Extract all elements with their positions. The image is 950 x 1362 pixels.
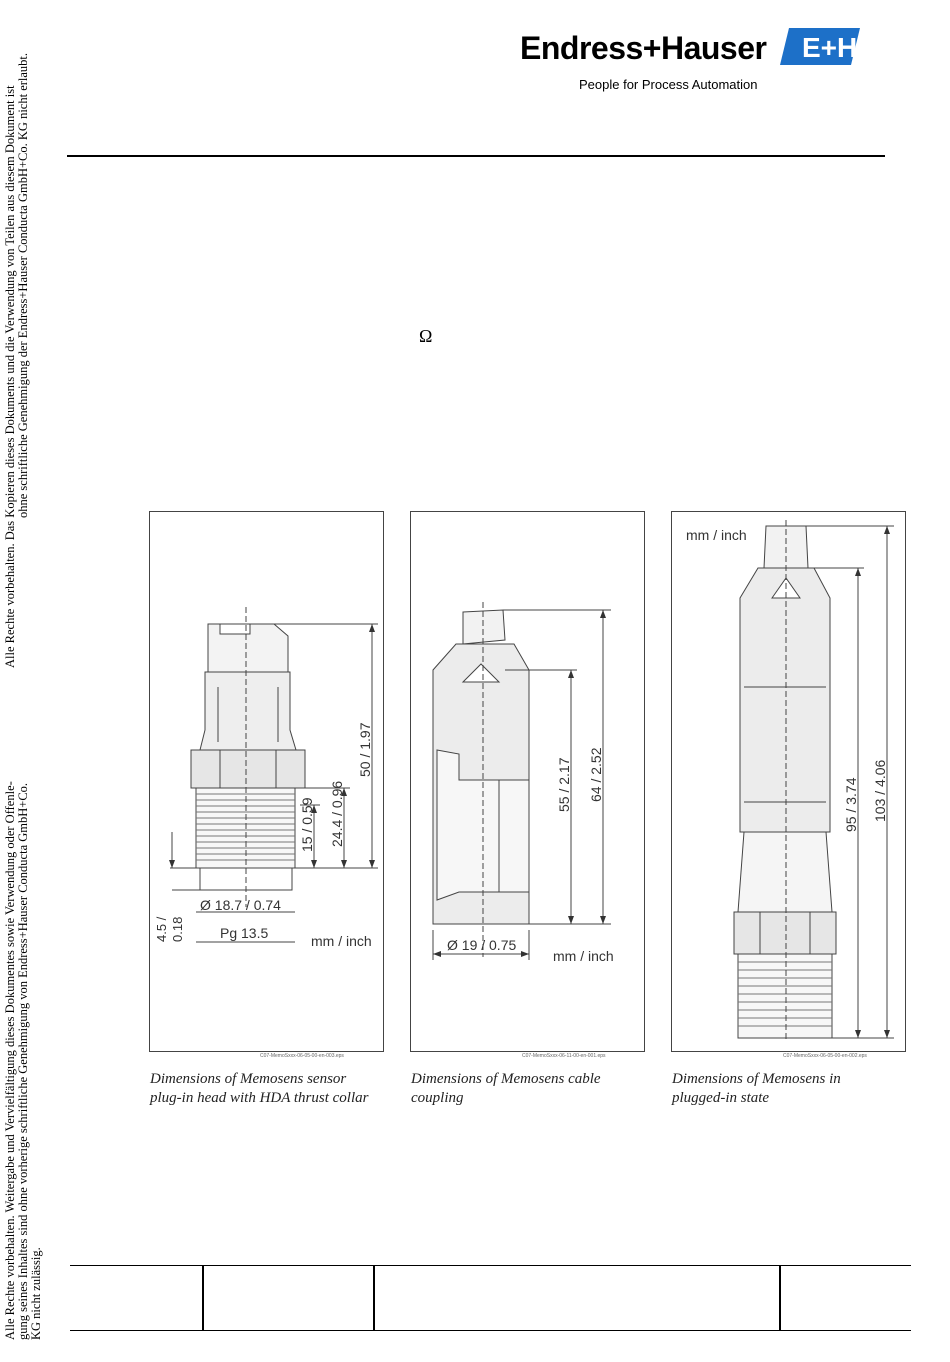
caption-cable-coupling bbox=[411, 1070, 601, 1108]
caption-plugged-line2: plugged-in state bbox=[672, 1090, 770, 1106]
brand-name: Endress+Hauser bbox=[520, 30, 767, 66]
brand-mark-text: E+H bbox=[802, 32, 858, 63]
margin-note-bottom bbox=[4, 781, 43, 1340]
margin-note-top bbox=[4, 53, 30, 668]
plugged-dim-outer: 103 / 4.06 bbox=[872, 759, 888, 822]
coupling-dim-outer: 64 / 2.52 bbox=[588, 747, 604, 802]
caption-sensor-line2: plug-in head with HDA thrust collar bbox=[150, 1090, 369, 1106]
footer-cell-divider-3 bbox=[779, 1266, 781, 1330]
margin-note-bottom-line3: KG nicht zulässig. bbox=[29, 1247, 43, 1340]
sensor-file-ref: C07-MemoSxxx-06-05-00-en-003.eps bbox=[260, 1053, 344, 1059]
sensor-dim-small-a: 4.5 / bbox=[154, 916, 169, 942]
plugged-units: mm / inch bbox=[686, 527, 747, 543]
coupling-units: mm / inch bbox=[553, 948, 614, 964]
footer-cell-divider-2 bbox=[373, 1266, 375, 1330]
sensor-dim-diameter: Ø 18.7 / 0.74 bbox=[200, 897, 281, 913]
footer-cell-divider-1 bbox=[202, 1266, 204, 1330]
sensor-dim-small-b: 0.18 bbox=[170, 916, 185, 942]
caption-plugged-line1: Dimensions of Memosens in bbox=[672, 1071, 841, 1087]
coupling-file-ref: C07-MemoSxxx-06-11-00-en-001.eps bbox=[522, 1053, 606, 1059]
header-divider bbox=[67, 155, 885, 157]
plugged-in-drawing bbox=[672, 512, 905, 1051]
plugged-dim-inner: 95 / 3.74 bbox=[843, 777, 859, 832]
sensor-dim-thread-len: 24.4 / 0.96 bbox=[329, 780, 345, 847]
brand-tagline: People for Process Automation bbox=[579, 77, 758, 92]
sensor-dim-thread-part: 15 / 0.59 bbox=[299, 797, 315, 852]
sensor-head-drawing bbox=[150, 512, 383, 1051]
margin-note-bottom-line2: gung seines Inhaltes sind ohne vorherige schriftliche Genehmigung von Endress+Hauser Conducta GmbH+Co. bbox=[16, 782, 30, 1340]
sensor-dim-pg: Pg 13.5 bbox=[220, 925, 269, 941]
coupling-dim-diameter: Ø 19 / 0.75 bbox=[447, 937, 517, 953]
margin-note-top-line1: Alle Rechte vorbehalten. Das Kopieren dieses Dokuments und die Verwendung von Teilen aus diesem Dokument ist bbox=[3, 85, 17, 668]
brand-mark bbox=[780, 28, 860, 65]
figure-sensor-head bbox=[149, 511, 384, 1052]
plugged-file-ref: C07-MemoSxxx-06-05-00-en-002.eps bbox=[783, 1053, 867, 1059]
coupling-dim-inner: 55 / 2.17 bbox=[556, 757, 572, 812]
sensor-dim-height: 50 / 1.97 bbox=[357, 722, 373, 777]
margin-note-top-line2: ohne schriftliche Genehmigung der Endress+Hauser Conducta GmbH+Co. KG nicht erlaubt. bbox=[16, 52, 30, 518]
cable-coupling-drawing bbox=[411, 512, 644, 1051]
omega-symbol: Ω bbox=[419, 326, 433, 346]
caption-coupling-line2: coupling bbox=[411, 1090, 464, 1106]
eh-logo-icon bbox=[780, 28, 860, 65]
footer-table bbox=[70, 1265, 911, 1331]
caption-sensor-head bbox=[150, 1070, 368, 1108]
brand-logo bbox=[520, 30, 766, 67]
caption-coupling-line1: Dimensions of Memosens cable bbox=[411, 1071, 601, 1087]
sensor-units: mm / inch bbox=[311, 933, 372, 949]
margin-note-bottom-line1: Alle Rechte vorbehalten. Weitergabe und Vervielfältigung dieses Dokumentes sowie Verwendung oder Offenle- bbox=[3, 781, 17, 1340]
caption-plugged-in bbox=[672, 1070, 841, 1108]
caption-sensor-line1: Dimensions of Memosens sensor bbox=[150, 1071, 347, 1087]
figure-plugged-in bbox=[671, 511, 906, 1052]
figure-cable-coupling bbox=[410, 511, 645, 1052]
